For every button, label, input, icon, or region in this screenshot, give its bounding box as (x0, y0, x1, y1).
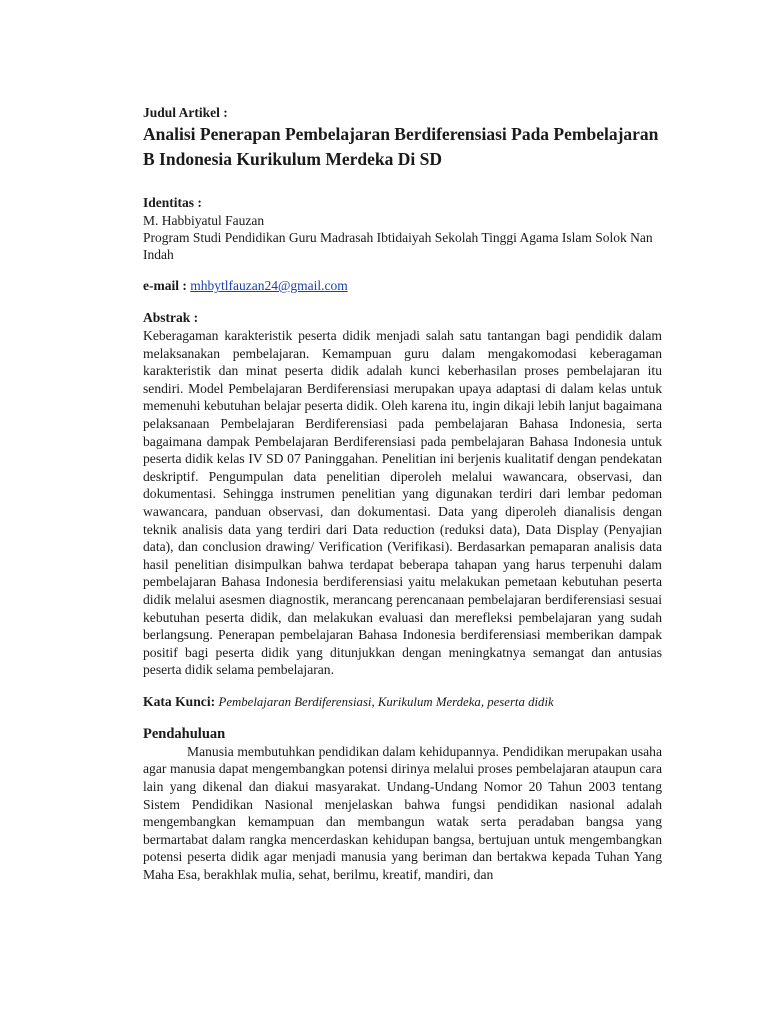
author-affiliation: Program Studi Pendidikan Guru Madrasah Ibtidaiyah Sekolah Tinggi Agama Islam Solok Nan Indah (143, 230, 653, 262)
document-page (143, 104, 662, 884)
identitas-label: Identitas : (143, 195, 202, 210)
keywords-label: Kata Kunci: (143, 693, 216, 709)
abstrak-label: Abstrak : (143, 310, 199, 325)
email-label: e-mail : (143, 278, 187, 293)
email-link[interactable]: mhbytlfauzan24@gmail.com (190, 278, 348, 293)
keywords-value: Pembelajaran Berdiferensiasi, Kurikulum Merdeka, peserta didik (218, 694, 554, 709)
keywords-line (143, 693, 662, 711)
pendahuluan-text: Manusia membutuhkan pendidikan dalam kehidupannya. Pendidikan merupakan usaha agar manusia dapat mengembangkan potensi dirinya melalui proses pembelajaran ataupun cara lain yang dikenal dan diakui masyarakat. Undang-Undang Nomor 20 Tahun 2003 tentang Sistem Pendidikan Nasional menjelaskan bahwa fungsi pendidikan nasional adalah mengembangkan kemampuan dan membangun watak serta peradaban bangsa yang bermartabat dalam rangka mencerdaskan kehidupan bangsa, bertujuan untuk mengembangkan potensi peserta didik agar menjadi manusia yang beriman dan bertakwa kepada Tuhan Yang Maha Esa, berakhlak mulia, sehat, berilmu, kreatif, mandiri, dan (143, 743, 662, 883)
article-title-line2: B Indonesia Kurikulum Merdeka Di SD (143, 149, 443, 169)
article-title (143, 122, 662, 172)
email-line (143, 277, 662, 295)
author-name: M. Habbiyatul Fauzan (143, 213, 265, 228)
judul-label: Judul Artikel : (143, 105, 228, 120)
article-title-line1: Analisi Penerapan Pembelajaran Berdiferensiasi Pada Pembelajaran (143, 124, 659, 144)
pendahuluan-heading: Pendahuluan (143, 725, 226, 742)
abstract-text: Keberagaman karakteristik peserta didik menjadi salah satu tantangan bagi pendidik dalam melaksanakan pembelajaran. Kemampuan guru dalam mengakomodasi keberagaman karakteristik dan minat peserta didik adalah kunci keberhasilan proses pembelajaran itu sendiri. Model Pembelajaran Berdiferensiasi merupakan upaya adaptasi di dalam kelas untuk memenuhi kebutuhan belajar peserta didik. Oleh karena itu, ingin dikaji lebih lanjut bagaimana pelaksanaan Pembelajaran Berdiferensiasi pada pembelajaran Bahasa Indonesia, serta bagaimana dampak Pembelajaran Berdiferensiasi pada pembelajaran Bahasa Indonesia untuk peserta didik kelas IV SD 07 Paninggahan. Penelitian ini berjenis kualitatif dengan pendekatan deskriptif. Pengumpulan data penelitian diperoleh melalui wawancara, observasi, dan dokumentasi. Sehingga instrumen penelitian yang digunakan terdiri dari lembar pedoman wawancara, panduan observasi, dan dokumentasi. Data yang diperoleh dianalisis dengan teknik analisis data yang terdiri dari Data reduction (reduksi data), Data Display (Penyajian data), dan conclusion drawing/ Verification (Verifikasi). Berdasarkan pemaparan analisis data hasil penelitian disimpulkan bahwa terdapat beberapa tahapan yang harus terpenuhi dalam pembelajaran Bahasa Indonesia berdiferensiasi yaitu melakukan pemetaan kebutuhan peserta didik melalui asesmen diagnostik, merancang perencanaan pembelajaran berdiferensiasi sesuai kebutuhan peserta didik, dan melakukan evaluasi dan merefleksi pembelajaran yang sudah berlangsung. Penerapan pembelajaran Bahasa Indonesia berdiferensiasi memberikan dampak positif bagi peserta didik yang ditunjukkan dengan meningkatnya semangat dan antusias peserta didik selama pembelajaran. (143, 328, 662, 678)
